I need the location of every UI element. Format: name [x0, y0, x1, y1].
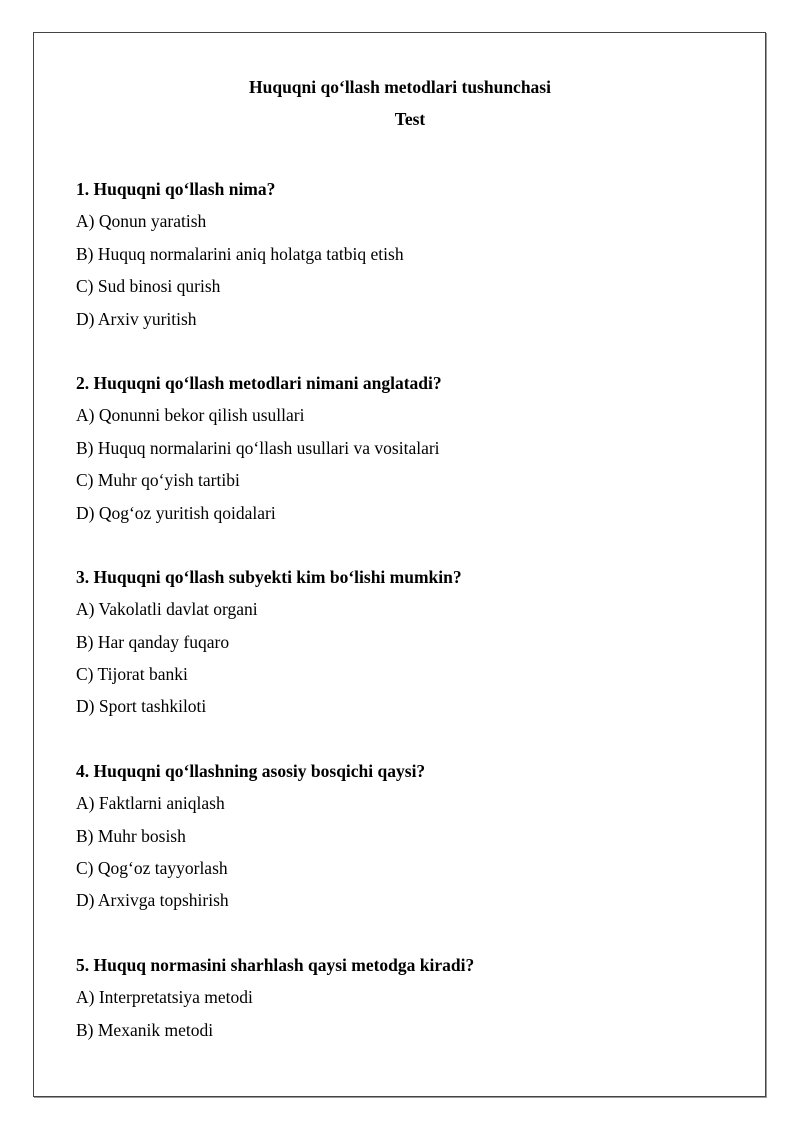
- option-c: C) Muhr qo‘yish tartibi: [76, 470, 240, 491]
- option-c: C) Qog‘oz tayyorlash: [76, 858, 228, 879]
- option-a: A) Qonun yaratish: [76, 211, 207, 232]
- question-text: 2. Huquqni qo‘llash metodlari nimani anglatadi?: [76, 372, 442, 393]
- question-text: 1. Huquqni qo‘llash nima?: [76, 179, 276, 199]
- option-a: A) Qonunni bekor qilish usullari: [76, 405, 305, 426]
- question-5: [76, 949, 756, 1046]
- question-3: [76, 561, 756, 723]
- question-list: [76, 173, 756, 1078]
- document-subtitle: Test: [394, 109, 426, 129]
- option-a: A) Interpretatsiya metodi: [76, 987, 253, 1008]
- option-b: B) Mexanik metodi: [76, 1019, 214, 1040]
- question-1: [76, 173, 756, 335]
- option-a: A) Faktlarni aniqlash: [76, 793, 225, 814]
- option-b: B) Huquq normalarini qo‘llash usullari va vositalari: [76, 437, 440, 458]
- option-d: D) Qog‘oz yuritish qoidalari: [76, 502, 276, 523]
- option-d: D) Arxiv yuritish: [76, 308, 197, 329]
- question-text: 4. Huquqni qo‘llashning asosiy bosqichi qaysi?: [76, 760, 426, 781]
- question-text: 3. Huquqni qo‘llash subyekti kim bo‘lishi mumkin?: [76, 566, 462, 587]
- option-c: C) Tijorat banki: [76, 664, 188, 685]
- option-a: A) Vakolatli davlat organi: [76, 599, 258, 620]
- option-b: B) Har qanday fuqaro: [76, 631, 230, 652]
- option-d: D) Sport tashkiloti: [76, 696, 207, 717]
- option-c: C) Sud binosi qurish: [76, 276, 221, 297]
- question-2: [76, 367, 756, 529]
- question-text: 5. Huquq normasini sharhlash qaysi metodga kiradi?: [76, 954, 475, 975]
- question-4: [76, 755, 756, 917]
- option-b: B) Muhr bosish: [76, 825, 186, 846]
- option-d: D) Arxivga topshirish: [76, 890, 229, 911]
- document-title: Huquqni qo‘llash metodlari tushunchasi: [249, 77, 551, 97]
- option-b: B) Huquq normalarini aniq holatga tatbiq etish: [76, 243, 404, 264]
